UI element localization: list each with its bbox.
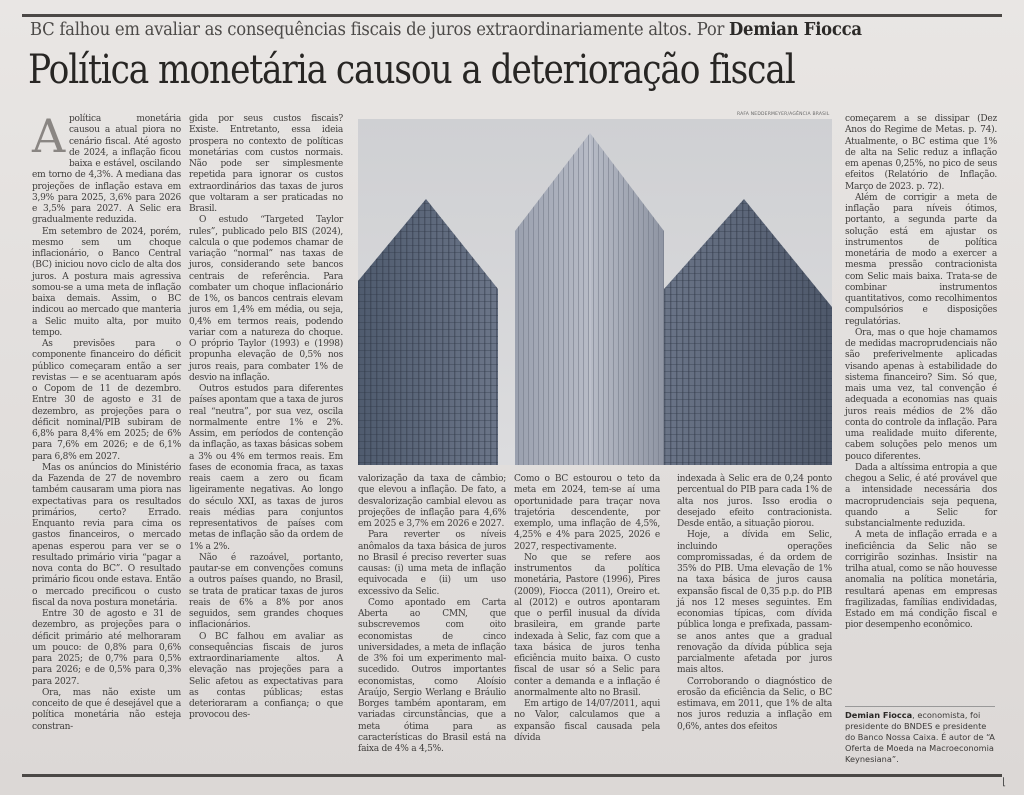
paragraph: Como apontado em Carta Aberta ao CMN, que subscrevemos com oito economistas de cinco universidades, a meta de inflação de 3% foi um experimento mal-sucedido. Outros importantes economistas, como Aloísio Araújo, Sergio Werlang e Bráulio Borges também apontaram, em variadas circunstâncias, que a meta ótima para as características do Brasil está na faixa de 4% a 4,5%.	[358, 597, 506, 754]
article-column-4	[514, 474, 660, 766]
paragraph: Ora, mas o que hoje chamamos de medidas macroprudenciais não são preferivelmente aplicadas visando apenas à estabilidade do sistema financeiro? Sim. Só que, mais uma vez, tal convenção é adequada a economias nas quais juros reais médios de 2% dão conta do controle da inflação. Para uma realidade muito diferente, cabem soluções pelo menos um pouco diferentes.	[845, 327, 997, 462]
paragraph: O BC falhou em avaliar as consequências fiscais de juros extraordinariamente altos. A elevação nas projeções para a Selic afetou as expectativas para as contas públicas; estas deterioraram a confiança; o que provocou des-	[189, 631, 343, 721]
paragraph: Como o BC estourou o teto da meta em 2024, tem-se aí uma oportunidade para traçar nova trajetória descendente, por exemplo, uma inflação de 4,5%, 4,25% e 4% para 2025, 2026 e 2027, respectivamente.	[514, 474, 660, 552]
paragraph: O estudo “Targeted Taylor rules”, publicado pelo BIS (2024), calcula o que podemos chamar de variação “normal” nas taxas de juros, considerando sete bancos centrais de referência. Para combater um choque inflacionário de 1%, os bancos centrais elevam juros em 1,4% em média, ou seja, 0,4% em termos reais, podendo variar com a natureza do choque. O próprio Taylor (1993) e (1998) propunha elevação de 0,5% nos juros reais, para combater 1% de desvio na inflação.	[189, 215, 343, 383]
paragraph: No que se refere aos instrumentos da política monetária, Pastore (1996), Pires (2009), Fiocca (2011), Oreiro et. al (2012) e outros apontaram que o perfil inusual da dívida brasileira, em grande parte indexada à Selic, faz com que a taxa básica de juros tenha eficiência muito baixa. O custo fiscal de usar só a Selic para conter a demanda e a inflação é anormalmente alto no Brasil.	[514, 552, 660, 698]
paragraph: Dada a altíssima entropia a que chegou a Selic, é até provável que a intensidade necessária dos macroprudenciais seja pequena, quando a Selic for substancialmente reduzida.	[845, 462, 997, 529]
article-column-5	[677, 474, 832, 766]
article-column-3	[358, 474, 506, 766]
article-column-6	[845, 114, 997, 702]
paragraph: valorização da taxa de câmbio; que elevou a inflação. De fato, a desvalorização cambial elevou as projeções de inflação para 4,6% em 2025 e 3,7% em 2026 e 2027.	[358, 474, 506, 529]
paragraph: Hoje, a dívida em Selic, incluindo operações compromissadas, é da ordem de 35% do PIB. Uma elevação de 1% na taxa básica de juros causa expansão fiscal de 0,35 p.p. do PIB já nos 12 meses seguintes. Em economias típicas, com dívida pública longa e prefixada, passam-se anos antes que a gradual renovação da dívida pública seja parcialmente afetada por juros mais altos.	[677, 530, 832, 676]
paragraph: As previsões para o componente financeiro do déficit público começaram então a ser revistas — e se acentuaram após o Copom de 11 de dezembro. Entre 30 de agosto e 31 de dezembro, as projeções para o déficit nominal/PIB subiram de 6,8% para 8,4% em 2025; de 6% para 7,6% em 2026; e de 6,1% para 6,8% em 2027.	[32, 339, 181, 462]
paragraph: Para reverter os níveis anômalos da taxa básica de juros no Brasil é preciso reverter suas causas: (i) uma meta de inflação equivocada e (ii) um uso excessivo da Selic.	[358, 530, 506, 597]
top-rule	[22, 14, 1002, 17]
drop-cap: A	[32, 109, 65, 163]
paragraph: Ora, mas não existe um conceito de que é desejável que a política monetária não esteja constran-	[32, 687, 181, 732]
paragraph: Mas os anúncios do Ministério da Fazenda de 27 de novembro também causaram uma piora nas expectativas para os resultados primários, certo? Errado. Enquanto revia para cima os gastos financeiros, o mercado apenas esperou para ver se o resultado primário viria “pagar a nova conta do BC”. O resultado primário ficou onde estava. Então o mercado precificou o custo fiscal da nova postura monetária.	[32, 462, 181, 608]
paragraph: Além de corrigir a meta de inflação para níveis ótimos, portanto, a segunda parte da solução está em ajustar os instrumentos de política monetária de modo a exercer a mesma pressão contracionista com Selic mais baixa. Trata-se de combinar instrumentos quantitativos, como recolhimentos compulsórios e disposições regulatórias.	[845, 192, 997, 327]
headline: Política monetária causou a deterioração fiscal	[28, 47, 795, 93]
bottom-rule	[22, 774, 1002, 777]
author-bio	[845, 706, 995, 765]
paragraph: Outros estudos para diferentes países apontam que a taxa de juros real “neutra”, por sua vez, oscila normalmente entre 1% e 2%. Assim, em períodos de contenção da inflação, as taxas básicas sobem a 3% ou 4% em termos reais. Em fases de economia fraca, as taxas reais caem a zero ou ficam ligeiramente negativas. Ao longo do século XXI, as taxas de juros reais médias para conjuntos representativos de países com metas de inflação são da ordem de 1% a 2%.	[189, 384, 343, 552]
article-column-2	[189, 114, 343, 721]
page-corner-mark-icon: ⌊	[1002, 777, 1006, 788]
paragraph: Corroborando o diagnóstico de erosão da eficiência da Selic, o BC estimava, em 2011, que 1% de alta nos juros reduzia a inflação em 0,6%, antes dos efeitos	[677, 676, 832, 732]
kicker	[30, 20, 862, 40]
paragraph: A meta de inflação errada e a ineficiência da Selic não se corrigirão sozinhas. Insistir na trilha atual, como se não houvesse anomalia na política monetária, resultará apenas em empresas fragilizadas, famílias endividadas, Estado em má condição fiscal e pior desempenho econômico.	[845, 530, 997, 631]
paragraph: política monetária causou a atual piora no cenário fiscal. Até agosto de 2024, a inflação ficou baixa e estável, oscilando em torno de 4,3%. A mediana das projeções de inflação estava em 3,9% para 2025, 3,6% para 2026 e 3,5% para 2027. A Selic era gradualmente reduzida.	[32, 114, 181, 226]
photo-credit: RAFA NEDDERMEYER/AGÊNCIA BRASIL	[737, 112, 830, 117]
bio-text: , economista, foi presidente do BNDES e presidente do Banco Nossa Caixa. É autor de “A Oferta de Moeda na Macroeconomia Keynesiana”.	[845, 710, 995, 764]
paragraph: gida por seus custos fiscais? Existe. Entretanto, essa ideia prospera no contexto de políticas monetárias com custos normais. Não pode ser simplesmente repetida para ignorar os custos extraordinários das taxas de juros que voltaram a ser praticadas no Brasil.	[189, 114, 343, 214]
article-photo	[358, 119, 832, 465]
article-column-1	[32, 109, 181, 766]
paragraph: Em artigo de 14/07/2011, aqui no Valor, calculamos que a expansão fiscal causada pela dívida	[514, 699, 660, 743]
office-towers-image	[358, 119, 832, 465]
kicker-author: Demian Fiocca	[729, 20, 862, 40]
paragraph: indexada à Selic era de 0,24 ponto percentual do PIB para cada 1% de alta nos juros. Isso erodia o desejado efeito contracionista. Desde então, a situação piorou.	[677, 474, 832, 529]
kicker-text: BC falhou em avaliar as consequências fiscais de juros extraordinariamente altos. Por	[30, 20, 730, 40]
paragraph: começarem a se dissipar (Dez Anos do Regime de Metas. p. 74). Atualmente, o BC estima que 1% de alta na Selic reduz a inflação em apenas 0,25%, no pico de seus efeitos (Relatório de Inflação. Março de 2023. p. 72).	[845, 114, 997, 192]
paragraph: Entre 30 de agosto e 31 de dezembro, as projeções para o déficit primário até melhoraram um pouco: de 0,8% para 0,6% para 2025; de 0,7% para 0,5% para 2026; e de 0,5% para 0,3% para 2027.	[32, 609, 181, 687]
paragraph: Em setembro de 2024, porém, mesmo sem um choque inflacionário, o Banco Central (BC) iniciou novo ciclo de alta dos juros. A postura mais agressiva somou-se a uma meta de inflação baixa demais. Assim, o BC indicou ao mercado que manteria a Selic muito alta, por muito tempo.	[32, 226, 181, 338]
bio-name: Demian Fiocca	[845, 710, 913, 720]
paragraph: Não é razoável, portanto, pautar-se em convenções comuns a outros países quando, no Brasil, se trata de praticar taxas de juros reais de 6% a 8% por anos seguidos, sem grandes choques inflacionários.	[189, 552, 343, 631]
